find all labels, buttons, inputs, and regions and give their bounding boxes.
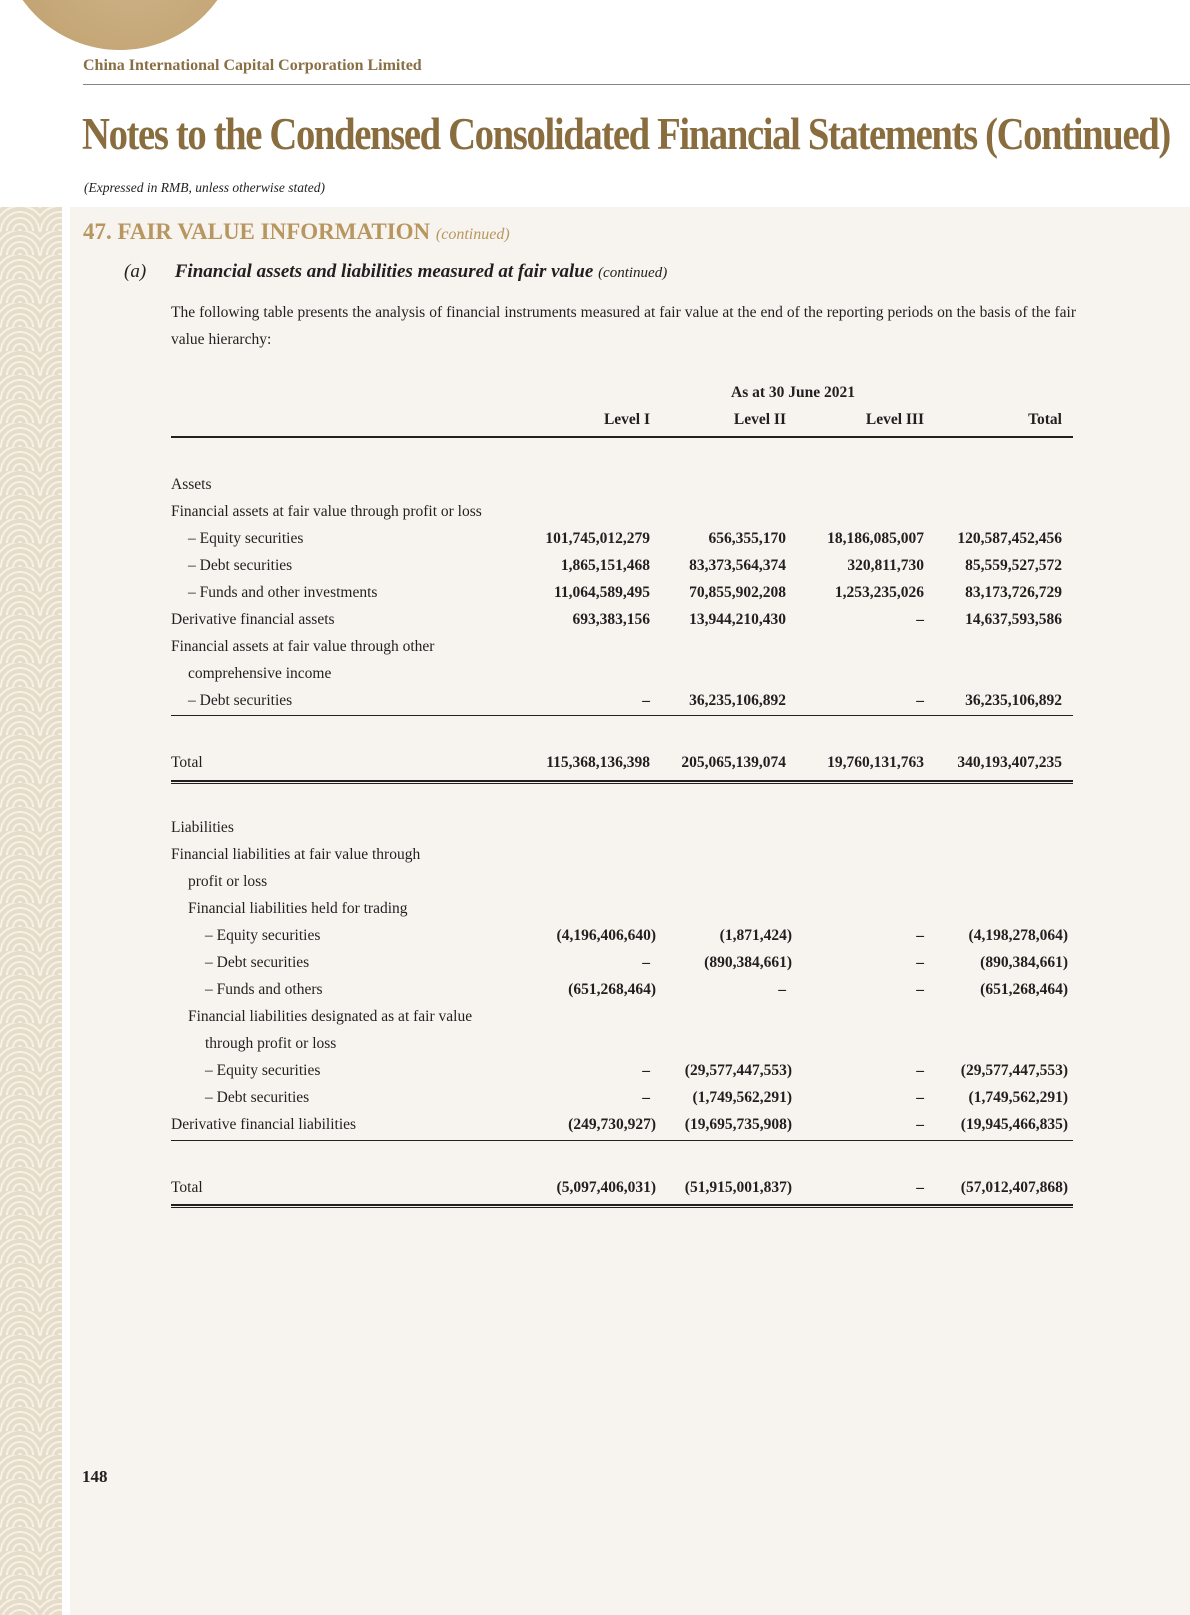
period-header: As at 30 June 2021 — [731, 384, 856, 401]
row-label: – Debt securities — [205, 954, 310, 971]
page-subtitle: (Expressed in RMB, unless otherwise stated) — [84, 180, 325, 195]
section-continued: (continued) — [435, 226, 510, 243]
cell-level-3: 19,760,131,763 — [827, 754, 924, 771]
cell-level-2: 83,373,564,374 — [689, 557, 786, 574]
cell-level-3: – — [916, 927, 924, 944]
cell-level-1: – — [642, 954, 650, 971]
subsection-continued: (continued) — [598, 265, 668, 281]
col-header-level-3: Level III — [865, 411, 924, 428]
intro-paragraph: The following table presents the analysis of financial instruments measured at fair value at the end of the reporting periods on the basis of the fair value hierarchy: — [171, 304, 1076, 348]
cell-total: 36,235,106,892 — [965, 692, 1062, 709]
cell-level-1: (4,196,406,640) — [556, 927, 656, 944]
cell-level-3: 1,253,235,026 — [834, 584, 924, 601]
table-row — [0, 584, 1190, 611]
total-double-rule — [171, 780, 1073, 784]
table-row — [0, 557, 1190, 584]
row-label: – Funds and other investments — [188, 584, 378, 601]
row-label: Derivative financial liabilities — [171, 1116, 357, 1133]
group-heading-row — [0, 476, 905, 503]
cell-level-1: (5,097,406,031) — [556, 1179, 656, 1196]
cell-total: (890,384,661) — [980, 954, 1068, 971]
col-header-level-2: Level II — [733, 411, 786, 428]
page-number: 148 — [82, 1467, 108, 1486]
table-row — [0, 1035, 1190, 1062]
cell-level-2: – — [778, 981, 786, 998]
subsection-title: Financial assets and liabilities measured at fair value — [174, 261, 594, 282]
cell-level-1: – — [642, 1089, 650, 1106]
row-label: Derivative financial assets — [171, 611, 335, 628]
total-row — [0, 754, 1190, 781]
row-label: – Funds and others — [205, 981, 323, 998]
row-label: – Equity securities — [188, 530, 304, 547]
row-label: through profit or loss — [205, 1035, 337, 1052]
group-heading: Assets — [171, 476, 212, 493]
cell-level-2: 70,855,902,208 — [689, 584, 786, 601]
row-label: – Equity securities — [205, 1062, 321, 1079]
total-double-rule — [171, 1204, 1073, 1208]
cell-level-1: 1,865,151,468 — [560, 557, 650, 574]
col-header-total: Total — [1028, 411, 1062, 428]
cell-level-2: 13,944,210,430 — [689, 611, 786, 628]
table-row — [0, 611, 1190, 638]
cell-level-1: 115,368,136,398 — [546, 754, 650, 771]
cell-level-2: (51,915,001,837) — [684, 1179, 792, 1196]
table-row — [0, 873, 1190, 900]
cell-level-3: – — [916, 1062, 924, 1079]
table-row — [0, 503, 1190, 530]
row-label: Total — [171, 1179, 203, 1196]
row-label: Financial assets at fair value through profit or loss — [171, 503, 482, 520]
cell-level-3: – — [916, 1116, 924, 1133]
table-row — [0, 665, 1190, 692]
table-row — [0, 900, 1190, 927]
row-label: Total — [171, 754, 203, 771]
cell-level-2: 656,355,170 — [708, 530, 786, 547]
row-label: – Equity securities — [205, 927, 321, 944]
cell-level-2: (890,384,661) — [704, 954, 792, 971]
cell-level-3: 18,186,085,007 — [827, 530, 924, 547]
cell-total: (19,945,466,835) — [960, 1116, 1068, 1133]
cell-level-3: – — [916, 692, 924, 709]
cell-total: 83,173,726,729 — [965, 584, 1062, 601]
cell-total: (57,012,407,868) — [960, 1179, 1068, 1196]
cell-level-1: 693,383,156 — [572, 611, 650, 628]
cell-level-2: (19,695,735,908) — [684, 1116, 792, 1133]
cell-level-2: 205,065,139,074 — [681, 754, 786, 771]
cell-level-1: 11,064,589,495 — [553, 584, 650, 601]
section-title: 47. FAIR VALUE INFORMATION — [83, 219, 431, 244]
cell-total: (4,198,278,064) — [968, 927, 1068, 944]
row-label: Financial assets at fair value through other — [171, 638, 435, 655]
cell-level-2: (1,749,562,291) — [692, 1089, 792, 1106]
table-row — [0, 981, 1190, 1008]
table-row — [0, 1116, 1190, 1143]
row-label: profit or loss — [188, 873, 268, 890]
cell-total: 120,587,452,456 — [957, 530, 1062, 547]
cell-level-1: (651,268,464) — [568, 981, 656, 998]
cell-level-1: – — [642, 692, 650, 709]
cell-level-3: – — [916, 1179, 924, 1196]
cell-level-2: (1,871,424) — [719, 927, 792, 944]
table-row — [0, 638, 1190, 665]
row-label: comprehensive income — [188, 665, 332, 682]
subtotal-rule — [171, 715, 1073, 716]
table-row — [0, 1008, 1190, 1035]
subtotal-rule — [171, 1140, 1073, 1141]
cell-level-1: – — [642, 1062, 650, 1079]
group-heading-row — [0, 819, 905, 846]
table-row — [0, 1089, 1190, 1116]
cell-level-2: (29,577,447,553) — [684, 1062, 792, 1079]
cell-total: 340,193,407,235 — [957, 754, 1062, 771]
cell-total: (651,268,464) — [980, 981, 1068, 998]
cell-level-3: – — [916, 611, 924, 628]
cell-level-1: 101,745,012,279 — [545, 530, 650, 547]
row-label: Financial liabilities held for trading — [188, 900, 408, 917]
page-title: Notes to the Condensed Consolidated Financial Statements (Continued) — [82, 109, 1170, 159]
cell-level-3: 320,811,730 — [847, 557, 924, 574]
cell-total: 85,559,527,572 — [965, 557, 1062, 574]
table-row — [0, 927, 1190, 954]
table-row — [0, 846, 1190, 873]
cell-level-3: – — [916, 981, 924, 998]
row-label: – Debt securities — [188, 557, 293, 574]
cell-total: (1,749,562,291) — [968, 1089, 1068, 1106]
header-rule — [171, 436, 1073, 438]
group-heading: Liabilities — [171, 819, 234, 836]
cell-level-3: – — [916, 1089, 924, 1106]
col-header-level-1: Level I — [603, 411, 650, 428]
table-row — [0, 1062, 1190, 1089]
company-name: China International Capital Corporation Limited — [83, 57, 422, 74]
row-label: – Debt securities — [188, 692, 293, 709]
row-label: Financial liabilities designated as at fair value — [188, 1008, 473, 1025]
cell-level-1: (249,730,927) — [568, 1116, 656, 1133]
table-row — [0, 954, 1190, 981]
row-label: Financial liabilities at fair value through — [171, 846, 421, 863]
cell-level-2: 36,235,106,892 — [689, 692, 786, 709]
cell-total: (29,577,447,553) — [960, 1062, 1068, 1079]
cell-level-3: – — [916, 954, 924, 971]
subsection-label: (a) — [124, 261, 147, 282]
total-row — [0, 1179, 1190, 1206]
table-row — [0, 530, 1190, 557]
cell-total: 14,637,593,586 — [965, 611, 1062, 628]
row-label: – Debt securities — [205, 1089, 310, 1106]
